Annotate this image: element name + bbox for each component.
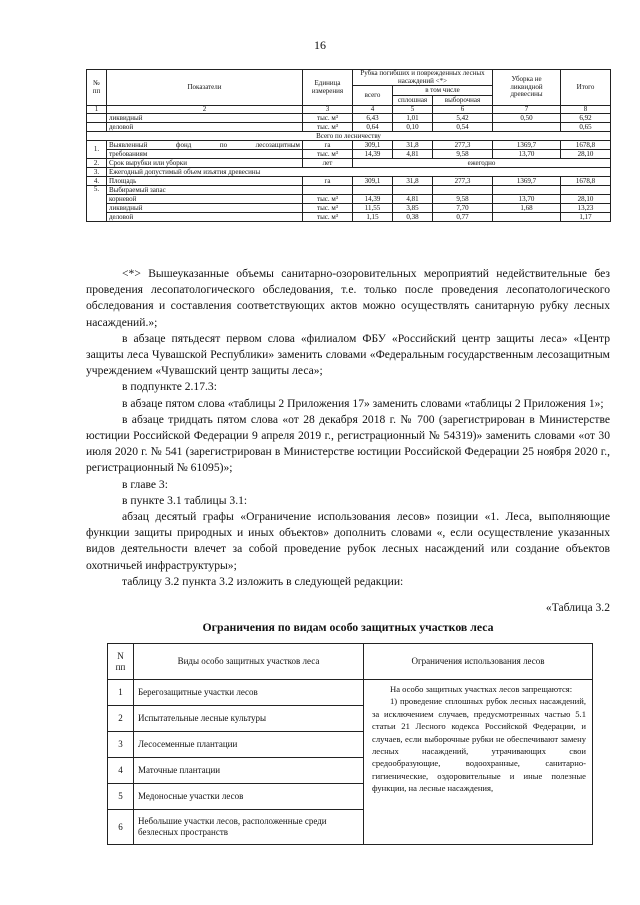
paragraph: в главе 3:: [122, 477, 168, 491]
header-restrictions: Ограничения использования лесов: [364, 644, 593, 680]
value-cell: 4,81: [393, 150, 433, 159]
row-unit: тыс. м³: [303, 195, 353, 204]
paragraph: абзац десятый графы «Ограничение использования лесов» позиции «1. Леса, выполняющие функции защиты природных и иных объектов» дополнить словами «, если осуществление указанных видов деятельности влечет за собой проведение рубок лесных насаждений или создание объектов охотничьей инфраструктуры»;: [86, 510, 610, 572]
value-cell: 5,42: [433, 114, 493, 123]
row-name: требованиям: [107, 150, 303, 159]
value-cell: 28,10: [561, 150, 611, 159]
value-cell: 9,58: [433, 195, 493, 204]
value-cell: 277,3: [433, 177, 493, 186]
value-cell: 31,8: [393, 177, 433, 186]
value-cell: 309,1: [353, 141, 393, 150]
header-itogo: Итого: [561, 70, 611, 106]
row-unit: тыс. м³: [303, 204, 353, 213]
restrictions-head: На особо защитных участках лесов запрещаются:: [390, 684, 573, 694]
row-unit: тыс. м³: [303, 114, 353, 123]
value-cell: 1369,7: [493, 141, 561, 150]
value-cell: 0,77: [433, 213, 493, 222]
value-cell: 0,38: [393, 213, 433, 222]
value-cell: 3,85: [393, 204, 433, 213]
index-cell: 1: [87, 106, 107, 114]
table-row: [87, 141, 611, 150]
header-clear: сплошная: [393, 96, 433, 106]
row-num: 5: [108, 784, 134, 810]
row-name: деловой: [107, 123, 303, 132]
table-label: «Таблица 3.2: [545, 601, 610, 614]
row-name-word: по: [219, 140, 228, 149]
value-cell: 31,8: [393, 141, 433, 150]
value-cell: 1678,8: [561, 141, 611, 150]
value-cell: 1,68: [493, 204, 561, 213]
merged-value: ежегодно: [353, 159, 611, 168]
paragraph: в абзаце пятьдесят первом слова «филиалом ФБУ «Российский центр защиты леса» «Центр защиты леса Чувашской Республики» заменить словами «Федеральным государственным лесозащитным учреждением «Чувашский центр защиты леса»;: [86, 331, 610, 378]
value-cell: 28,10: [561, 195, 611, 204]
value-cell: 0,64: [353, 123, 393, 132]
row-name: ликвидный: [107, 114, 303, 123]
restrictions-cell: [364, 680, 593, 845]
row-name: корневой: [107, 195, 303, 204]
header-num: № пп: [87, 70, 107, 106]
paragraph: <*> Вышеуказанные объемы санитарно-озоровительных мероприятий недействительные без проведения лесопатологического обследования, т.е. только после проведения лесопатологического обследования и составления соответствующих актов можно осуществлять санитарную рубку лесных насаждений.»;: [86, 267, 610, 329]
row-name: [107, 141, 303, 150]
value-cell: 14,39: [353, 195, 393, 204]
row-kind: Испытательные лесные культуры: [134, 706, 364, 732]
value-cell: 13,23: [561, 204, 611, 213]
value-cell: 0,10: [393, 123, 433, 132]
value-cell: 13,70: [493, 150, 561, 159]
row-name: Выбираемый запас: [107, 186, 303, 195]
row-kind: Маточные плантации: [134, 758, 364, 784]
index-cell: 8: [561, 106, 611, 114]
row-unit: лет: [303, 159, 353, 168]
table-row: [87, 177, 611, 186]
forest-felling-table: [86, 69, 611, 222]
row-name-word: лесозащитным: [255, 140, 300, 149]
header-indicators: Показатели: [107, 70, 303, 106]
value-cell: [493, 123, 561, 132]
row-unit: га: [303, 141, 353, 150]
value-cell: 1,17: [561, 213, 611, 222]
table-row: [87, 186, 611, 195]
value-cell: 4,81: [393, 195, 433, 204]
value-cell: 277,3: [433, 141, 493, 150]
paragraph: в пункте 3.1 таблицы 3.1:: [122, 493, 248, 507]
row-name: Площадь: [107, 177, 303, 186]
index-row: [87, 106, 611, 114]
row-name: Ежегодный допустимый объем изъятия древесины: [107, 168, 611, 177]
page-number: 16: [314, 38, 326, 52]
row-name-word: Выявленный: [109, 140, 148, 149]
index-cell: 6: [433, 106, 493, 114]
row-kind: Берегозащитные участки лесов: [134, 680, 364, 706]
row-num: 1.: [87, 141, 107, 159]
row-unit: га: [303, 177, 353, 186]
value-cell: 1369,7: [493, 177, 561, 186]
value-cell: 0,54: [433, 123, 493, 132]
row-unit: тыс. м³: [303, 150, 353, 159]
value-cell: 13,70: [493, 195, 561, 204]
table-row: [108, 680, 593, 706]
row-name: Срок вырубки или уборки: [107, 159, 303, 168]
row-num: 3: [108, 732, 134, 758]
index-cell: 7: [493, 106, 561, 114]
paragraph: в абзаце тридцать пятом слова «от 28 декабря 2018 г. № 700 (зарегистрирован в Министерстве юстиции Российской Федерации 9 апреля 2019 г., регистрационный № 54319)» заменить словами «от 30 июля 2020 г. № 541 (зарегистрирован в Министерстве юстиции Российской Федерации 25 ноября 2020 г., регистрационный № 61095)»;: [86, 412, 610, 475]
header-num: N пп: [108, 644, 134, 680]
paragraph: в подпункте 2.17.3:: [122, 380, 217, 394]
value-cell: 0,50: [493, 114, 561, 123]
header-selective: выборочная: [433, 96, 493, 106]
row-num: 2: [108, 706, 134, 732]
value-cell: 9,58: [433, 150, 493, 159]
table-row: [87, 204, 611, 213]
row-unit: тыс. м³: [303, 123, 353, 132]
row-num: 1: [108, 680, 134, 706]
table-row: [87, 150, 611, 159]
protective-areas-table: [107, 643, 593, 845]
index-cell: 4: [353, 106, 393, 114]
value-cell: 6,43: [353, 114, 393, 123]
value-cell: 6,92: [561, 114, 611, 123]
section-row: [87, 132, 611, 141]
restrictions-body: 1) проведение сплошных рубок лесных насаждений, за исключением случаев, предусмотренных частью 5.1 статьи 21 Лесного кодекса Российской Федерации, и случаев, если выборочные рубки не обеспечивают замену лесных насаждений, утрачивающих свои средообразующие, водоохранные, санитарно-гигиенические, оздоровительные и иные полезные функции, на лесные насаждения,: [372, 696, 586, 794]
header-kind: Виды особо защитных участков леса: [134, 644, 364, 680]
index-cell: 5: [393, 106, 433, 114]
row-num: 4: [108, 758, 134, 784]
header-felling-group: Рубка погибших и поврежденных лесных насаждений <*>: [353, 70, 493, 86]
index-cell: 2: [107, 106, 303, 114]
row-name-word: фонд: [175, 140, 192, 149]
table-row: [87, 123, 611, 132]
header-total-felling: всего: [353, 86, 393, 106]
row-num: 2.: [87, 159, 107, 168]
value-cell: 309,1: [353, 177, 393, 186]
row-num: 6: [108, 810, 134, 845]
value-cell: 1678,8: [561, 177, 611, 186]
table-row: [87, 159, 611, 168]
row-name: ликвидный: [107, 204, 303, 213]
row-unit: тыс. м³: [303, 213, 353, 222]
row-kind: Медоносные участки лесов: [134, 784, 364, 810]
row-num: 4.: [87, 177, 107, 186]
value-cell: 7,70: [433, 204, 493, 213]
table-row: [87, 195, 611, 204]
header-unit: Единица измерения: [303, 70, 353, 106]
header-liquid-cleanup: Уборка не ликвидной древесины: [493, 70, 561, 106]
row-kind: Лесосеменные плантации: [134, 732, 364, 758]
value-cell: 1,01: [393, 114, 433, 123]
row-name: деловой: [107, 213, 303, 222]
row-num: 3.: [87, 168, 107, 177]
paragraph: в абзаце пятом слова «таблицы 2 Приложения 17» заменить словами «таблицы 2 Приложения 1»;: [122, 396, 604, 410]
table-row: [87, 168, 611, 177]
value-cell: 14,39: [353, 150, 393, 159]
value-cell: 1,15: [353, 213, 393, 222]
paragraph: таблицу 3.2 пункта 3.2 изложить в следующей редакции:: [122, 574, 404, 588]
section-title: Всего по лесничеству: [87, 132, 611, 141]
row-num: 5.: [87, 186, 107, 222]
table2-title: Ограничения по видам особо защитных участков леса: [202, 620, 494, 634]
value-cell: 0,65: [561, 123, 611, 132]
table-row: [87, 114, 611, 123]
value-cell: [493, 213, 561, 222]
body-text: [86, 266, 610, 590]
row-kind: Небольшие участки лесов, расположенные среди безлесных пространств: [134, 810, 364, 845]
value-cell: 11,55: [353, 204, 393, 213]
header-including: в том числе: [393, 86, 493, 96]
table-row: [87, 213, 611, 222]
index-cell: 3: [303, 106, 353, 114]
